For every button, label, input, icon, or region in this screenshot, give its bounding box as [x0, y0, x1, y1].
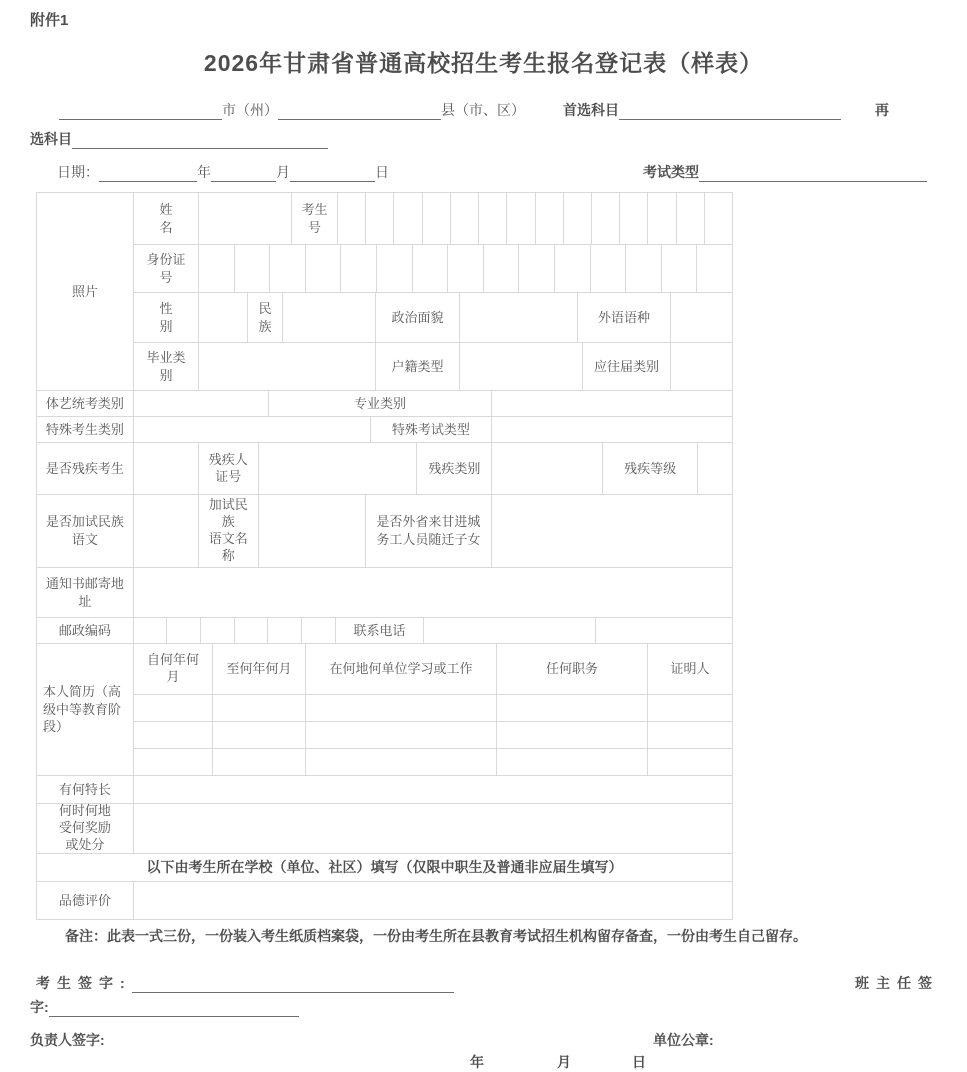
digit-box	[377, 245, 413, 292]
digit-box	[199, 245, 235, 292]
unit-seal-label: 单位公章:	[653, 1031, 714, 1048]
resume-row-cell	[306, 722, 497, 749]
resubject-wrap-bottom: 选科目	[30, 131, 72, 147]
header-line-resubject	[30, 129, 937, 149]
digit-box	[306, 245, 342, 292]
digit-box	[270, 245, 306, 292]
digit-box	[677, 193, 705, 244]
digit-box	[564, 193, 592, 244]
id-no-label-cell: 身份证号	[134, 245, 199, 293]
resubject-wrap-top: 再	[875, 102, 889, 118]
digit-box	[519, 245, 555, 292]
graduate-category-value-cell	[199, 343, 376, 391]
date-month-blank	[211, 167, 276, 182]
digit-box	[167, 618, 201, 643]
photo-cell: 照片	[37, 193, 134, 391]
resume-where-header-cell: 在何地何单位学习或工作	[306, 644, 497, 695]
resume-row-cell	[648, 695, 733, 722]
resume-row-cell	[213, 749, 306, 776]
postal-code-label-cell: 邮政编码	[37, 618, 134, 644]
resume-position-header-cell: 任何职务	[497, 644, 648, 695]
id-no-boxes	[199, 245, 733, 293]
candidate-no-label-cell: 考生号	[292, 193, 338, 245]
candidate-sign-label: 考生签字:	[36, 974, 132, 991]
month-label: 月	[276, 164, 290, 180]
county-suffix-label: 县（市、区）	[441, 102, 525, 118]
digit-box	[268, 618, 302, 643]
digit-box	[620, 193, 648, 244]
responsible-sign-label: 负责人签字:	[30, 1031, 105, 1048]
digit-box	[134, 618, 168, 643]
header-line-date	[30, 162, 937, 182]
mail-address-label-cell: 通知书邮寄地址	[37, 568, 134, 618]
date-year-blank	[99, 167, 197, 182]
digit-box	[592, 193, 620, 244]
disability-level-value-cell	[698, 443, 733, 495]
exam-type-label: 考试类型	[643, 164, 699, 180]
school-section-header: 以下由考生所在学校（单位、社区）填写（仅限中职生及普通非应届生填写）	[37, 854, 733, 882]
candidate-no-boxes	[338, 193, 733, 245]
registration-form-page	[0, 9, 967, 1070]
postal-code-boxes	[134, 618, 336, 644]
disability-cert-value-cell	[259, 443, 418, 495]
name-value-cell	[199, 193, 292, 245]
note-text: 备注：此表一式三份，一份装入考生纸质档案袋，一份由考生所在县教育考试招生机构留存备查，一份由考生自己留存。	[65, 928, 807, 944]
political-status-value-cell	[460, 293, 578, 343]
county-blank	[278, 105, 441, 120]
digit-box	[413, 245, 449, 292]
signature-line-candidate	[36, 973, 939, 993]
date-line-bottom	[0, 1052, 967, 1070]
date-label: 日期：	[57, 164, 99, 180]
resume-certifier-header-cell: 证明人	[648, 644, 733, 695]
resume-from-header-cell: 自何年何月	[134, 644, 213, 695]
signature-line-teacher-wrap	[30, 997, 937, 1017]
political-status-label-cell: 政治面貌	[376, 293, 460, 343]
resume-row-cell	[648, 749, 733, 776]
city-blank	[59, 105, 222, 120]
resubject-blank	[72, 134, 328, 149]
resume-label-cell: 本人简历（高级中等教育阶段）	[37, 644, 134, 776]
digit-box	[448, 245, 484, 292]
digit-box	[366, 193, 394, 244]
first-subject-blank	[619, 105, 841, 120]
day-label: 日	[375, 164, 389, 180]
digit-box	[423, 193, 451, 244]
fresh-or-former-label-cell: 应往届类别	[583, 343, 671, 391]
moral-evaluation-label-cell: 品德评价	[37, 882, 134, 920]
migrant-children-value-cell	[492, 495, 733, 568]
resume-row-cell	[213, 722, 306, 749]
ethnicity-label-cell: 民族	[248, 293, 283, 343]
minority-lang-name-value-cell	[259, 495, 366, 568]
first-subject-label: 首选科目	[563, 102, 619, 118]
household-type-label-cell: 户籍类型	[376, 343, 460, 391]
date-day-blank	[290, 167, 375, 182]
resume-row-cell	[134, 695, 213, 722]
awards-value-cell	[134, 804, 733, 854]
major-category-label-cell: 专业类别	[269, 391, 493, 417]
minority-lang-name-line2: 语文名称	[208, 531, 248, 563]
migrant-children-label-cell: 是否外省来甘进城务工人员随迁子女	[366, 495, 493, 568]
disability-cert-label-cell: 残疾人证号	[199, 443, 259, 495]
year-label: 年	[197, 164, 211, 180]
signature-line-responsible	[30, 1030, 937, 1048]
graduate-category-label-cell: 毕业类别	[134, 343, 199, 391]
ethnicity-value-cell	[283, 293, 376, 343]
household-type-value-cell	[460, 343, 583, 391]
candidate-sign-blank	[132, 978, 454, 993]
bottom-month-label: 月	[557, 1053, 571, 1070]
art-sport-exam-label-cell: 体艺统考类别	[37, 391, 134, 417]
digit-box	[302, 618, 335, 643]
art-sport-exam-value-cell	[134, 391, 269, 417]
major-category-value-cell	[492, 391, 733, 417]
digit-box	[394, 193, 422, 244]
teacher-sign-blank	[49, 1002, 299, 1017]
mail-address-value-cell	[134, 568, 733, 618]
minority-test-value-cell	[134, 495, 199, 568]
is-disabled-value-cell	[134, 443, 199, 495]
gender-label-cell: 性别	[134, 293, 199, 343]
resume-row-cell	[134, 722, 213, 749]
minority-test-label-cell: 是否加试民族语文	[37, 495, 134, 568]
is-disabled-label-cell: 是否残疾考生	[37, 443, 134, 495]
resume-to-header-cell: 至何年何月	[213, 644, 306, 695]
digit-box	[338, 193, 366, 244]
resume-row-cell	[497, 695, 648, 722]
resume-row-cell	[648, 722, 733, 749]
contact-phone-label-cell: 联系电话	[336, 618, 425, 644]
digit-box	[626, 245, 662, 292]
digit-box	[705, 193, 732, 244]
digit-box	[662, 245, 698, 292]
digit-box	[341, 245, 377, 292]
gender-value-cell	[199, 293, 248, 343]
bottom-day-label: 日	[632, 1053, 646, 1070]
fresh-or-former-value-cell	[671, 343, 733, 391]
digit-box	[697, 245, 732, 292]
name-label-cell: 姓名	[134, 193, 199, 245]
header-line-city	[36, 100, 937, 120]
digit-box	[484, 245, 520, 292]
digit-box	[201, 618, 235, 643]
contact-phone-extra-cell	[596, 618, 733, 644]
disability-category-label-cell: 残疾类别	[417, 443, 492, 495]
digit-box	[648, 193, 676, 244]
resume-row-cell	[497, 722, 648, 749]
digit-box	[235, 618, 269, 643]
disability-category-value-cell	[492, 443, 603, 495]
digit-box	[451, 193, 479, 244]
special-exam-type-label-cell: 特殊考试类型	[371, 417, 493, 443]
moral-evaluation-value-cell	[134, 882, 733, 920]
digit-box	[591, 245, 627, 292]
page-title: 2026年甘肃省普通高校招生考生报名登记表（样表）	[203, 50, 764, 76]
special-candidate-value-cell	[134, 417, 371, 443]
foreign-language-label-cell: 外语语种	[578, 293, 671, 343]
teacher-sign-wrap-bottom: 字:	[30, 998, 49, 1015]
digit-box	[235, 245, 271, 292]
resume-row-cell	[497, 749, 648, 776]
bottom-year-label: 年	[470, 1053, 484, 1070]
teacher-sign-wrap-top: 班主任签	[855, 974, 939, 991]
minority-lang-name-label-cell	[199, 495, 259, 568]
resume-row-cell	[134, 749, 213, 776]
special-candidate-label-cell: 特殊考生类别	[37, 417, 134, 443]
digit-box	[479, 193, 507, 244]
specialty-value-cell	[134, 776, 733, 804]
city-suffix-label: 市（州）	[222, 102, 278, 118]
attachment-label: 附件1	[30, 12, 69, 29]
registration-table	[36, 192, 733, 920]
specialty-label-cell: 有何特长	[37, 776, 134, 804]
awards-label-cell: 何时何地受何奖励或处分	[37, 804, 134, 854]
contact-phone-value-cell	[424, 618, 596, 644]
digit-box	[555, 245, 591, 292]
foreign-language-value-cell	[671, 293, 733, 343]
resume-row-cell	[306, 695, 497, 722]
disability-level-label-cell: 残疾等级	[603, 443, 698, 495]
exam-type-blank	[699, 167, 927, 182]
digit-box	[536, 193, 564, 244]
minority-lang-name-line1: 加试民族	[208, 497, 248, 530]
resume-row-cell	[213, 695, 306, 722]
digit-box	[507, 193, 535, 244]
resume-row-cell	[306, 749, 497, 776]
special-exam-type-value-cell	[492, 417, 733, 443]
